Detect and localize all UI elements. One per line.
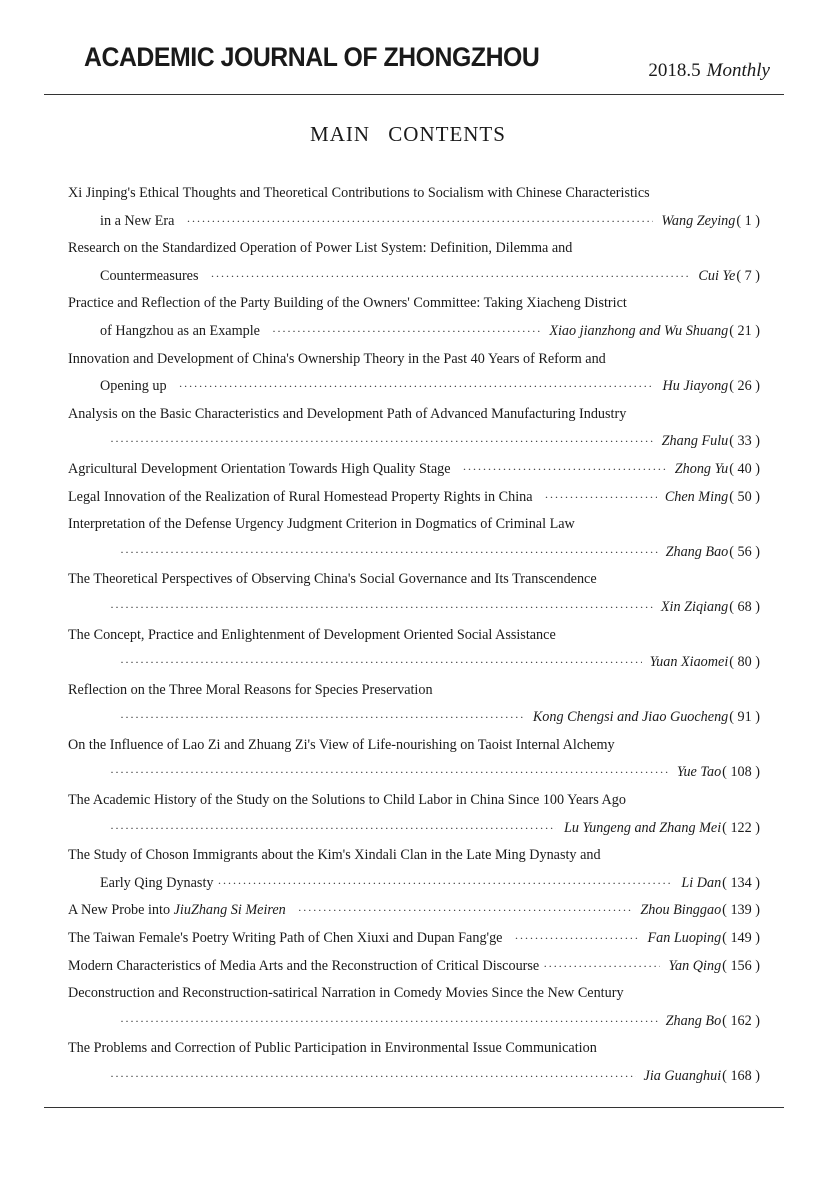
entry-author: Zhong Yu — [674, 460, 729, 477]
entry-title: The Taiwan Female's Poetry Writing Path of Chen Xiuxi and Dupan Fang'ge — [68, 930, 503, 947]
entry-page: ( 33 ) — [729, 433, 760, 450]
entry-page: ( 162 ) — [722, 1012, 760, 1029]
entry-author: Kong Chengsi and Jiao Guocheng — [532, 709, 729, 726]
issue-number: 2018.5 — [648, 60, 701, 81]
entry-author: Zhang Bo — [665, 1012, 722, 1029]
entry-author: Li Dan — [681, 874, 722, 891]
toc-entry — [68, 732, 760, 787]
entry-page: ( 91 ) — [729, 709, 760, 726]
toc-entry — [68, 346, 760, 401]
entry-author: Xin Ziqiang — [660, 598, 729, 615]
dot-leader — [272, 318, 541, 346]
entry-title: Innovation and Development of China's Ownership Theory in the Past 40 Years of Reform and — [68, 350, 606, 367]
entry-page: ( 80 ) — [729, 654, 760, 671]
entry-author: Cui Ye — [698, 267, 736, 284]
entry-title: On the Influence of Lao Zi and Zhuang Zi's View of Life-nourishing on Taoist Internal Alchemy — [68, 736, 615, 753]
toc-entry — [68, 980, 760, 1035]
dot-leader — [543, 953, 660, 981]
dot-leader — [463, 456, 667, 484]
entry-title-emphasis: JiuZhang Si Meiren — [173, 902, 286, 919]
entry-title: The Study of Choson Immigrants about the Kim's Xindali Clan in the Late Ming Dynasty and — [68, 847, 601, 864]
toc-entry — [68, 842, 760, 897]
dot-leader — [110, 815, 556, 843]
entry-page: ( 21 ) — [729, 322, 760, 339]
toc-entry — [68, 622, 760, 677]
dot-leader — [298, 897, 633, 925]
entry-page: ( 1 ) — [736, 212, 760, 229]
issue-frequency: Monthly — [706, 60, 770, 81]
dot-leader — [186, 208, 653, 236]
entry-page: ( 26 ) — [729, 378, 760, 395]
toc-entry — [68, 401, 760, 456]
entry-author: Yue Tao — [676, 764, 722, 781]
entry-title — [68, 897, 286, 925]
contents-heading: MAIN CONTENTS — [310, 122, 506, 146]
entry-page: ( 40 ) — [729, 460, 760, 477]
dot-leader — [120, 704, 523, 732]
toc-entry — [68, 897, 760, 925]
entry-author: Jia Guanghui — [643, 1068, 722, 1084]
dot-leader — [110, 594, 653, 622]
entry-title: Research on the Standardized Operation of Power List System: Definition, Dilemma and — [68, 240, 573, 257]
toc-entry — [68, 925, 760, 953]
toc-entry — [68, 290, 760, 345]
entry-page: ( 149 ) — [722, 930, 760, 947]
entry-page: ( 134 ) — [722, 874, 760, 891]
entry-title-prefix: A New Probe into — [68, 902, 174, 919]
toc-entry — [68, 180, 760, 235]
entry-title-continued: Countermeasures — [100, 267, 199, 284]
footer-rule — [44, 1107, 784, 1108]
dot-leader — [211, 263, 691, 291]
entry-author: Xiao jianzhong and Wu Shuang — [549, 322, 729, 339]
entry-page: ( 122 ) — [722, 819, 760, 836]
entry-author: Zhang Fulu — [661, 433, 729, 450]
toc-entry — [68, 787, 760, 842]
toc-entry — [68, 953, 760, 981]
entry-title: Legal Innovation of the Realization of Rural Homestead Property Rights in China — [68, 488, 533, 505]
entry-author: Zhou Binggao — [640, 902, 722, 919]
header-rule — [44, 94, 784, 95]
entry-author: Fan Luoping — [647, 930, 722, 947]
toc-entry — [68, 235, 760, 290]
entry-title: Agricultural Development Orientation Towards High Quality Stage — [68, 460, 451, 477]
entry-title: Interpretation of the Defense Urgency Judgment Criterion in Dogmatics of Criminal Law — [68, 516, 575, 533]
entry-title: Modern Characteristics of Media Arts and the Reconstruction of Critical Discourse — [68, 957, 540, 974]
entry-page: ( 56 ) — [729, 543, 760, 560]
entry-title-continued: of Hangzhou as an Example — [100, 322, 260, 339]
entry-title-continued: Early Qing Dynasty — [100, 874, 214, 891]
entry-title: The Academic History of the Study on the Solutions to Child Labor in China Since 100 Years Ago — [68, 792, 626, 809]
entry-title: The Problems and Correction of Public Participation in Environmental Issue Communication — [68, 1040, 597, 1057]
dot-leader — [120, 649, 642, 677]
toc-entry — [68, 677, 760, 732]
dot-leader — [120, 1008, 658, 1036]
dot-leader — [110, 1063, 636, 1091]
dot-leader — [110, 428, 654, 456]
toc-entry — [68, 566, 760, 621]
entry-page: ( 7 ) — [736, 267, 760, 284]
entry-page: ( 139 ) — [722, 902, 760, 919]
entry-title: Xi Jinping's Ethical Thoughts and Theoretical Contributions to Socialism with Chinese Characteristics — [68, 185, 650, 201]
entry-title: The Theoretical Perspectives of Observing China's Social Governance and Its Transcendence — [68, 571, 597, 588]
entry-author: Lu Yungeng and Zhang Mei — [564, 819, 722, 836]
entry-page: ( 108 ) — [722, 764, 760, 781]
toc-entry — [68, 484, 760, 512]
dot-leader — [120, 539, 658, 567]
entry-author: Yan Qing — [668, 957, 722, 974]
dot-leader — [179, 373, 655, 401]
table-of-contents — [68, 180, 760, 1091]
masthead-issue — [648, 60, 770, 82]
dot-leader — [514, 925, 639, 953]
toc-entry — [68, 456, 760, 484]
entry-title: Deconstruction and Reconstruction-satirical Narration in Comedy Movies Since the New Century — [68, 985, 624, 1002]
entry-title-continued: Opening up — [100, 378, 167, 395]
entry-title-continued: in a New Era — [100, 212, 175, 229]
entry-title: Practice and Reflection of the Party Building of the Owners' Committee: Taking Xiacheng District — [68, 295, 627, 312]
toc-entry — [68, 511, 760, 566]
entry-author: Zhang Bao — [665, 543, 729, 560]
entry-page: ( 50 ) — [729, 488, 760, 505]
toc-entry — [68, 1035, 760, 1090]
dot-leader — [217, 870, 673, 898]
entry-title: Analysis on the Basic Characteristics and Development Path of Advanced Manufacturing Industry — [68, 405, 627, 422]
entry-author: Hu Jiayong — [662, 378, 729, 395]
dot-leader — [110, 759, 669, 787]
entry-page: ( 168 ) — [722, 1068, 760, 1084]
dot-leader — [545, 484, 657, 512]
entry-author: Yuan Xiaomei — [649, 654, 729, 671]
entry-page: ( 156 ) — [722, 957, 760, 974]
entry-title: The Concept, Practice and Enlightenment of Development Oriented Social Assistance — [68, 626, 556, 643]
masthead-title: ACADEMIC JOURNAL OF ZHONGZHOU — [84, 42, 540, 72]
entry-title: Reflection on the Three Moral Reasons for Species Preservation — [68, 681, 433, 698]
entry-author: Wang Zeying — [661, 212, 736, 229]
entry-page: ( 68 ) — [729, 598, 760, 615]
entry-author: Chen Ming — [664, 488, 729, 505]
